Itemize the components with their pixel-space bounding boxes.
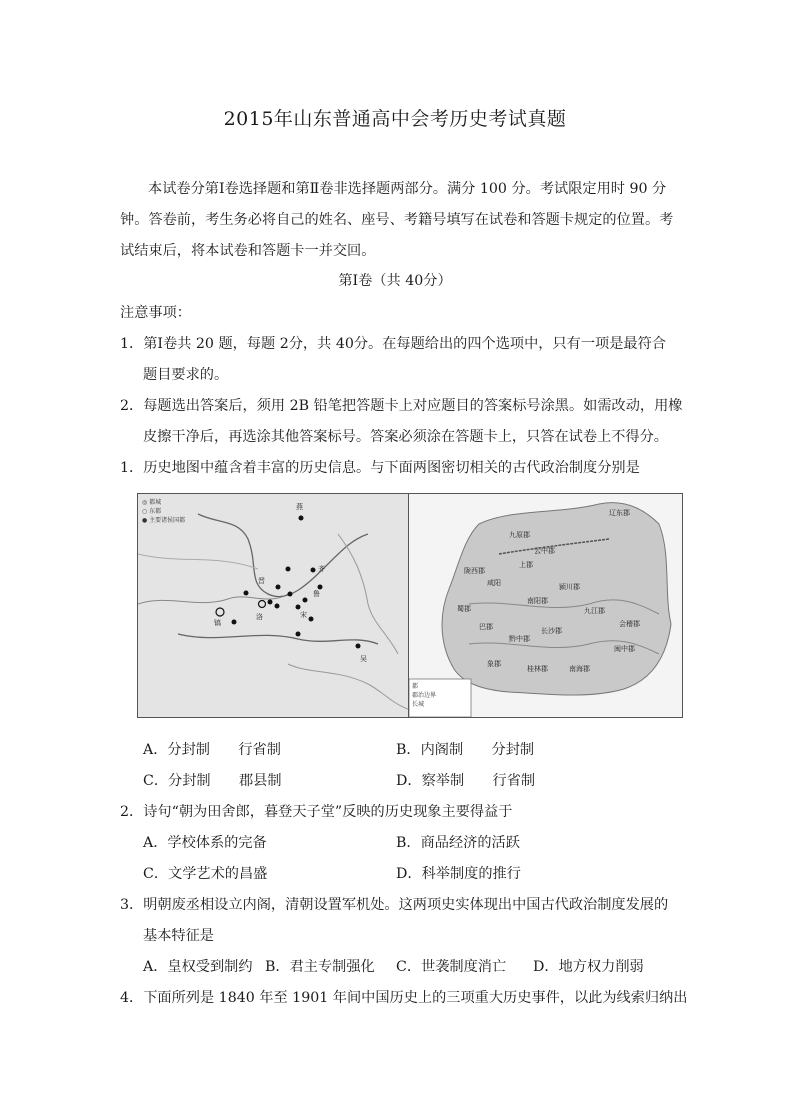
q3-stem-cont: 基本特征是: [143, 928, 214, 944]
label-song: 宋: [300, 611, 307, 619]
label-minzhong: 闽中郡: [614, 645, 635, 653]
q2-option-b: B．商品经济的活跃: [396, 835, 520, 851]
page-title: 2015年山东普通高中会考历史考试真题: [223, 108, 567, 130]
q1-option-b: B．内阁制 分封制: [396, 742, 535, 758]
legend-eastern-capital: ○ 东都: [142, 508, 162, 515]
label-hao: 镐: [214, 619, 221, 627]
label-wu: 吴: [360, 655, 367, 663]
q3-option-b: B．君主专制强化: [265, 959, 375, 975]
label-ba: 巴郡: [479, 623, 493, 631]
legend-commandery-border: 郡治边界: [412, 692, 437, 699]
label-xianyang: 咸阳: [487, 579, 501, 587]
q1-stem: 1．历史地图中蕴含着丰富的历史信息。与下面两图密切相关的古代政治制度分别是: [120, 460, 640, 476]
intro-line-3: 试结束后，将本试卷和答题卡一并交回。: [120, 243, 376, 259]
legend-vassal-capital: ● 主要诸侯国都: [142, 517, 186, 524]
label-shu: 蜀郡: [457, 605, 471, 613]
label-liaodong: 辽东郡: [609, 509, 630, 517]
label-jiuyuan: 九原郡: [509, 531, 530, 539]
notes-heading: 注意事项：: [120, 305, 191, 321]
label-jiujiang: 九江郡: [584, 607, 605, 615]
label-xiang: 象郡: [487, 660, 501, 668]
q3-stem: 3．明朝废丞相设立内阁，清朝设置军机处。这两项史实体现出中国古代政治制度发展的: [120, 897, 669, 913]
q1-option-d: D．察举制 行省制: [396, 773, 536, 789]
label-kuaiji: 会稽郡: [619, 620, 640, 628]
label-yunzhong: 云中郡: [534, 547, 555, 555]
q3-option-a: A．皇权受到制约: [143, 959, 253, 975]
label-yingchuan: 颍川郡: [559, 583, 580, 591]
map-zhou-graphic: [138, 494, 411, 717]
q2-option-d: D．科举制度的推行: [396, 866, 521, 882]
label-nanhai: 南海郡: [569, 665, 590, 673]
label-shang: 上郡: [519, 561, 533, 569]
intro-line-2: 钟。答卷前，考生务必将自己的姓名、座号、考籍号填写在试卷和答题卡规定的位置。考: [120, 212, 674, 228]
q3-option-c: C．世袭制度消亡: [396, 959, 507, 975]
label-luo: 洛: [256, 613, 263, 621]
q2-option-a: A．学校体系的完备: [143, 835, 267, 851]
label-longxi: 陇西郡: [464, 567, 485, 575]
map-zhou-legend: [142, 498, 185, 525]
q4-stem: 4．下面所列是 1840 年至 1901 年间中国历史上的三项重大历史事件，以此为线索归纳出: [120, 990, 688, 1006]
note-2-cont: 皮擦干净后，再选涂其他答案标号。答案必须涂在答题卡上，只答在试卷上不得分。: [143, 429, 668, 445]
label-guilin: 桂林郡: [527, 665, 548, 673]
legend-great-wall: 长城: [412, 701, 425, 708]
intro-line-1: 本试卷分第Ⅰ卷选择题和第Ⅱ卷非选择题两部分。满分 100 分。考试限定用时 90 分: [148, 181, 667, 197]
map-qin-legend: [412, 682, 436, 709]
label-qianzhong: 黔中郡: [509, 635, 530, 643]
label-changsha: 长沙郡: [541, 627, 562, 635]
label-qi: 齐: [318, 565, 325, 573]
note-1-cont: 题目要求的。: [143, 367, 229, 383]
q2-stem: 2．诗句“朝为田舍郎，暮登天子堂”反映的历史现象主要得益于: [120, 804, 513, 820]
label-jin: 晋: [258, 577, 265, 585]
q1-option-c: C．分封制 郡县制: [143, 773, 282, 789]
legend-capital: ◎ 都城: [142, 499, 162, 506]
label-lu: 鲁: [313, 590, 320, 598]
q3-option-d: D．地方权力削弱: [533, 959, 644, 975]
legend-capital-qin: 都: [412, 683, 419, 690]
q2-option-c: C．文学艺术的昌盛: [143, 866, 268, 882]
note-1: 1．第Ⅰ卷共 20 题，每题 2分，共 40分。在每题给出的四个选项中，只有一项是最符合: [120, 336, 666, 352]
map-zhou-states: [137, 493, 412, 718]
map-qin-commanderies: [408, 493, 683, 718]
label-yan: 燕: [296, 503, 303, 511]
section-title: 第Ⅰ卷（共 40分）: [338, 273, 452, 289]
q1-option-a: A．分封制 行省制: [143, 742, 281, 758]
label-nanyang: 南阳郡: [527, 597, 548, 605]
note-2: 2．每题选出答案后，须用 2B 铅笔把答题卡上对应题目的答案标号涂黑。如需改动，用橡: [120, 398, 683, 414]
